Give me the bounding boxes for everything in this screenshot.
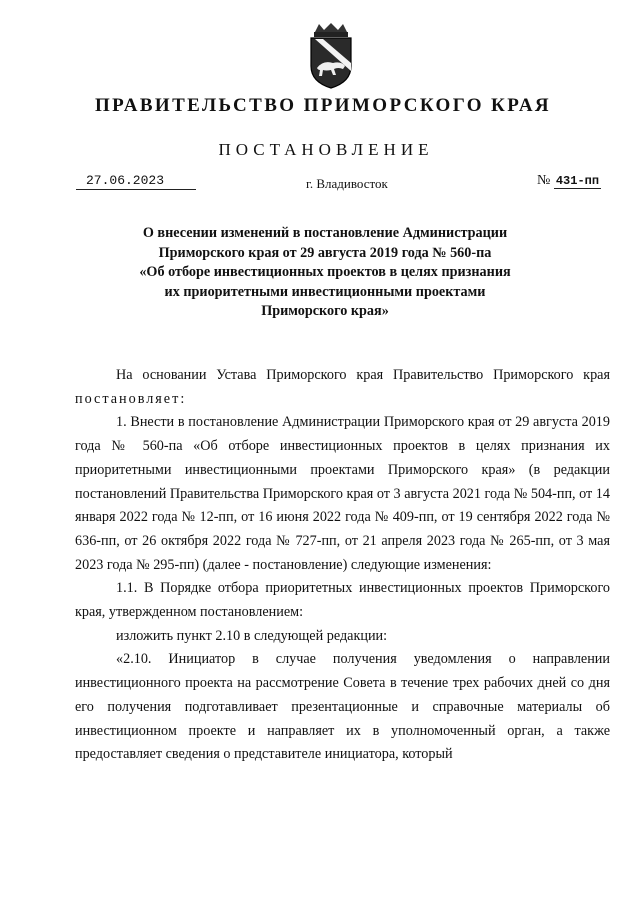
government-title: ПРАВИТЕЛЬСТВО ПРИМОРСКОГО КРАЯ [94, 95, 552, 116]
preamble-text: На основании Устава Приморского края Правительство Приморского края [116, 367, 610, 383]
heading-line: Приморского края от 29 августа 2019 года № 560-па [158, 244, 492, 261]
document-city: г. Владивосток [306, 176, 388, 191]
document-date: 27.06.2023 [76, 173, 196, 190]
heading-line: Приморского края» [261, 303, 389, 320]
heading-line: их приоритетными инвестиционными проектами [164, 283, 486, 300]
number-value: 431-пп [555, 174, 600, 188]
paragraph-item-1-1: 1.1. В Порядке отбора приоритетных инвестиционных проектов Приморского края, утвержденном постановлением: [75, 580, 610, 621]
decree-word: постановляет [75, 390, 181, 407]
document-number [537, 173, 601, 189]
document-type: ПОСТАНОВЛЕНИЕ [218, 140, 434, 159]
preamble-colon: : [180, 390, 185, 407]
document-heading [5, 224, 640, 322]
paragraph-clause-2-10: «2.10. Инициатор в случае получения уведомления о направлении инвестиционного проекта на рассмотрение Совета в течение трех рабочих дней со дня его получения подготавливает презентационные и справочные материалы об инвестиционном проекте и направляет их в уполномоченный орган, а также предоставляет сведения о представителе инициатора, который [75, 651, 610, 763]
paragraph-preamble [75, 364, 610, 411]
heading-line: О внесении изменений в постановление Администрации [142, 225, 508, 241]
number-prefix: № [537, 173, 551, 188]
heading-line: «Об отборе инвестиционных проектов в целях признания [139, 264, 511, 281]
paragraph-instruction: изложить пункт 2.10 в следующей редакции: [116, 627, 388, 644]
coat-of-arms-icon [303, 22, 359, 90]
paragraph-item-1: 1. Внести в постановление Администрации Приморского края от 29 августа 2019 года № 560-па «Об отборе инвестиционных проектов в целях признания их приоритетными инвестиционными проектами Приморского края» (в редакции постановлений Правительства Приморского края от 3 августа 2021 года № 504-пп, от 14 января 2022 года № 12-пп, от 16 июня 2022 года № 409-пп, от 19 сентября 2022 года № 636-пп, от 26 октября 2022 года № 727-пп, от 21 апреля 2023 года № 265-пп, от 3 мая 2023 года № 295-пп) (далее - постановление) следующие изменения: [75, 414, 610, 573]
document-body [75, 364, 610, 767]
